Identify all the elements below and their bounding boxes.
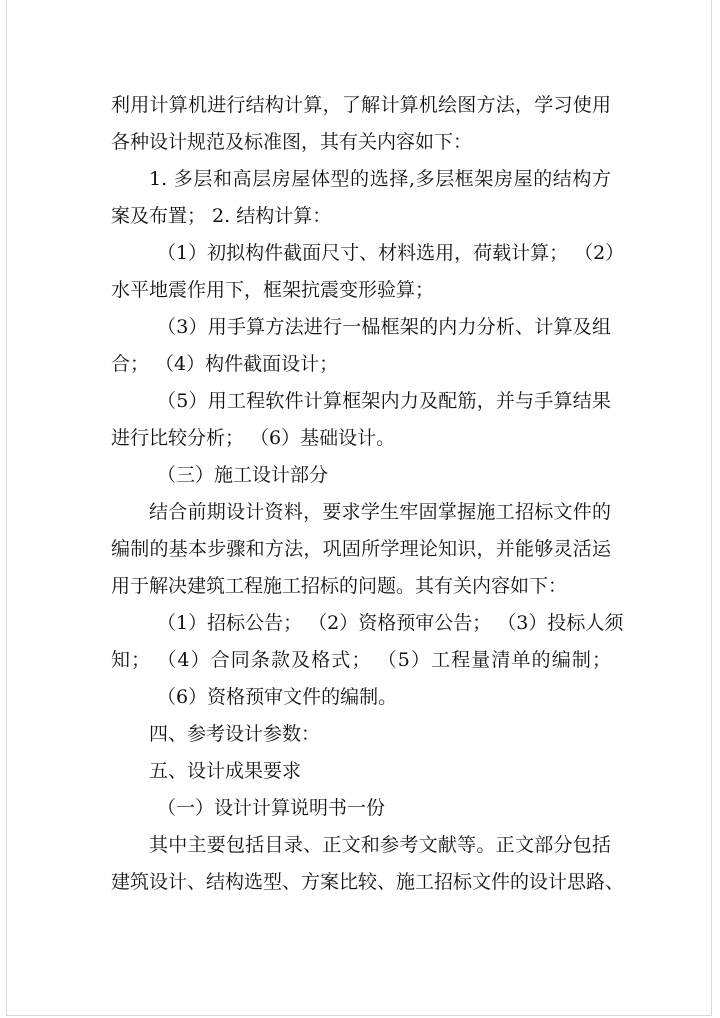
text-line: （1）初拟构件截面尺寸、材料选用，荷载计算； （2）	[157, 242, 625, 264]
text-line: （6）资格预审文件的编制。	[157, 686, 398, 708]
text-line: 案及布置； 2. 结构计算：	[111, 205, 332, 227]
text-line: 其中主要包括目录、正文和参考文献等。正文部分包括	[149, 834, 611, 856]
text-line: 进行比较分析； （6）基础设计。	[111, 427, 396, 449]
text-line: 编制的基本步骤和方法，巩固所学理论知识，并能够灵活运	[111, 538, 611, 560]
document-body	[111, 87, 625, 901]
text-line: 五、设计成果要求	[149, 760, 302, 782]
text-line: （5）用工程软件计算框架内力及配筋，并与手算结果	[157, 390, 611, 412]
text-line: 1. 多层和高层房屋体型的选择,多层框架房屋的结构方	[149, 168, 611, 190]
text-line: （3）用手算方法进行一榀框架的内力分析、计算及组	[157, 316, 611, 338]
text-line: 结合前期设计资料，要求学生牢固掌握施工招标文件的	[149, 501, 611, 523]
text-line: （1）招标公告； （2）资格预审公告； （3）投标人须	[157, 612, 624, 634]
text-line: 利用计算机进行结构计算，了解计算机绘图方法，学习使用	[111, 94, 611, 116]
text-line: （三）施工设计部分	[157, 464, 329, 486]
text-line: 四、参考设计参数：	[149, 723, 321, 745]
text-line: 合； （4）构件截面设计；	[111, 353, 339, 375]
text-line: 水平地震作用下，框架抗震变形验算；	[111, 279, 435, 301]
text-line: （一）设计计算说明书一份	[157, 797, 386, 819]
text-line: 建筑设计、结构选型、方案比较、施工招标文件的设计思路、	[111, 871, 625, 893]
text-line: 用于解决建筑工程施工招标的问题。其有关内容如下：	[111, 575, 568, 597]
text-line: 知； （4）合同条款及格式； （5）工程量清单的编制；	[111, 649, 611, 671]
text-line: 各种设计规范及标准图，其有关内容如下：	[111, 131, 473, 153]
